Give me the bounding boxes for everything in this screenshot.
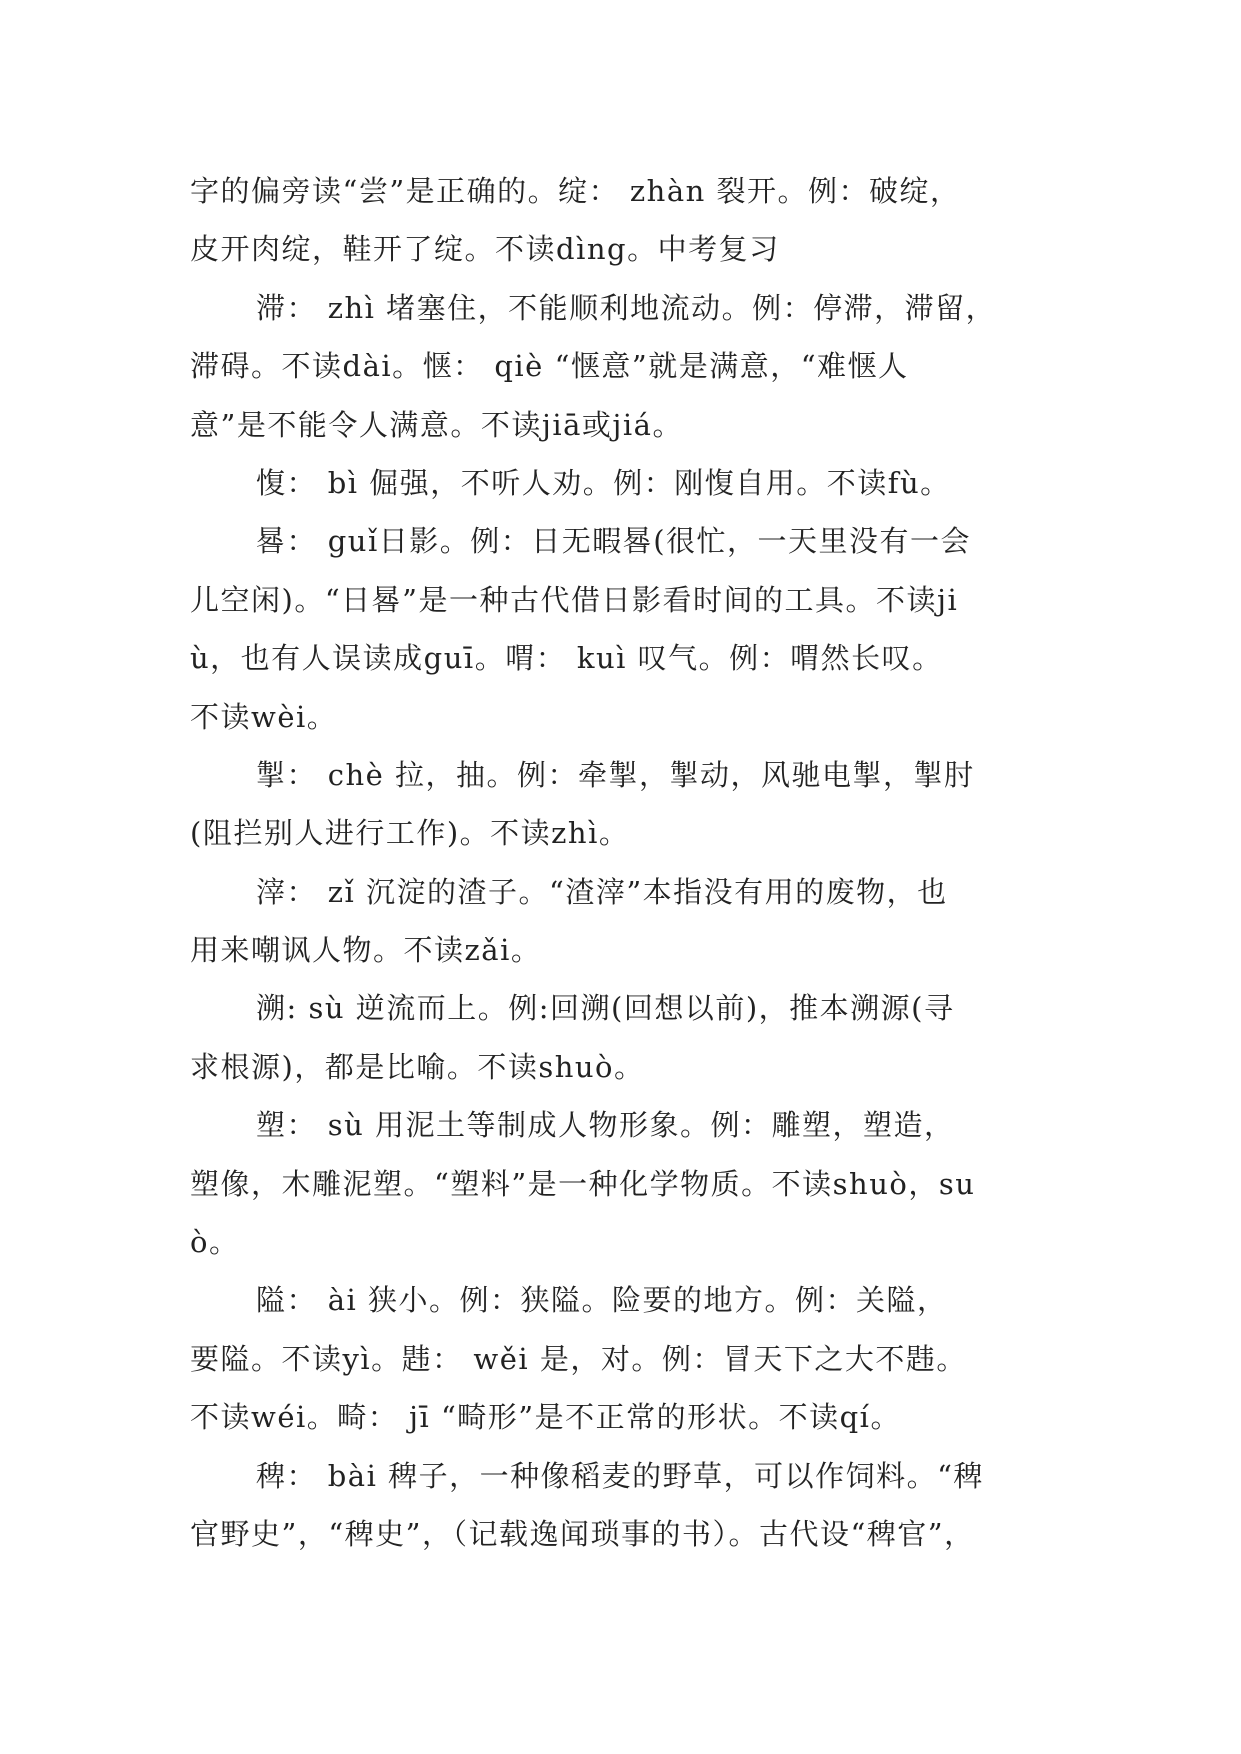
text-line: 儿空闲)。“日晷”是一种古代借日影看时间的工具。不读ji	[190, 582, 959, 617]
text-line: 字的偏旁读“尝”是正确的。绽： zhàn 裂开。例：破绽，	[190, 174, 961, 208]
text-line: 要隘。不读yì。韪： wěi 是，对。例：冒天下之大不韪。	[190, 1341, 967, 1376]
text-line: 滞： zhì 堵塞住，不能顺利地流动。例：停滞，滞留，	[256, 290, 997, 325]
text-line: 稗： bài 稗子，一种像稻麦的野草，可以作饲料。“稗	[256, 1458, 984, 1493]
text-line: 掣： chè 拉，抽。例：牵掣，掣动，风驰电掣，掣肘	[256, 757, 975, 792]
text-line: 塑： sù 用泥土等制成人物形象。例：雕塑，塑造，	[256, 1108, 955, 1143]
text-line: 求根源)，都是比喻。不读shuò。	[190, 1049, 645, 1084]
text-line: 不读wéi。畸： jī “畸形”是不正常的形状。不读qí。	[190, 1400, 901, 1435]
text-line: 皮开肉绽，鞋开了绽。不读dìng。中考复习	[190, 232, 780, 267]
text-line: 滞碍。不读dài。惬： qiè “惬意”就是满意，“难惬人	[190, 349, 909, 384]
text-line: ù，也有人误读成guī。喟： kuì 叹气。例：喟然长叹。	[190, 641, 943, 676]
text-line: ò。	[190, 1225, 240, 1260]
text-line: 愎： bì 倔强，不听人劝。例：刚愎自用。不读fù。	[256, 465, 951, 500]
document-body	[190, 162, 1060, 1563]
text-line: 隘： ài 狭小。例：狭隘。险要的地方。例：关隘，	[256, 1283, 948, 1318]
text-line: 用来嘲讽人物。不读zǎi。	[190, 933, 542, 968]
text-line: 官野史”，“稗史”，（记载逸闻琐事的书）。古代设“稗官”，	[190, 1516, 975, 1551]
text-line: 滓： zǐ 沉淀的渣子。“渣滓”本指没有用的废物，也	[256, 874, 948, 909]
text-line: 意”是不能令人满意。不读jiā或jiá。	[190, 407, 683, 442]
text-line: 塑像，木雕泥塑。“塑料”是一种化学物质。不读shuò，su	[190, 1166, 976, 1201]
text-line: 溯: sù 逆流而上。例:回溯(回想以前)，推本溯源(寻	[256, 991, 955, 1026]
text-line: (阻拦别人进行工作)。不读zhì。	[190, 816, 630, 851]
text-line: 不读wèi。	[190, 699, 338, 734]
text-line: 晷： guǐ日影。例：日无暇晷(很忙，一天里没有一会	[256, 524, 972, 559]
